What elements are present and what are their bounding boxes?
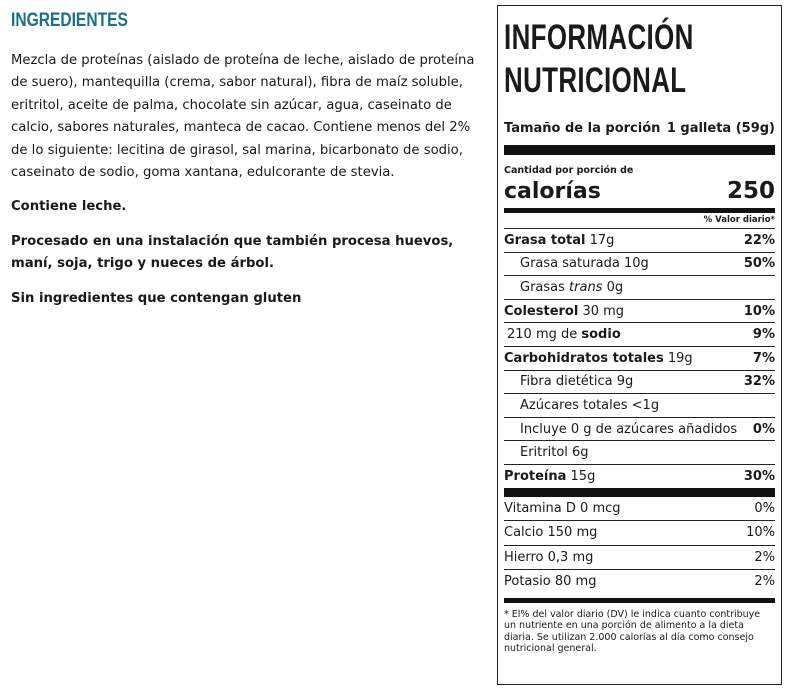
nutrient-row-carbohydrates xyxy=(504,346,775,370)
vitamin-dv: 0% xyxy=(754,500,775,516)
vitamin-row-potassium xyxy=(504,569,775,594)
vitamin-name: Vitamina D 0 mcg xyxy=(504,500,621,516)
calories-value: 250 xyxy=(726,178,775,204)
nutrient-dv: 10% xyxy=(743,303,775,319)
nutrient-name: Fibra dietética 9g xyxy=(520,374,634,390)
nutrient-row-total-sugars xyxy=(504,393,775,417)
vitamin-row-calcium xyxy=(504,520,775,545)
nutrient-name: Grasa saturada 10g xyxy=(520,256,649,272)
nutrient-dv: 9% xyxy=(752,327,775,343)
vitamin-dv: 10% xyxy=(746,525,775,541)
facility-statement: Procesado en una instalación que también procesa huevos, maní, soja, trigo y nueces de árbol. xyxy=(11,233,454,272)
nutrient-row-protein xyxy=(504,464,775,488)
serving-size-value: 1 galleta (59g) xyxy=(666,120,775,136)
daily-value-header: % Valor diario* xyxy=(703,215,775,225)
ingredients-list: Mezcla de proteínas (aislado de proteína de leche, aislado de proteína de suero), mantequilla (crema, sabor natural), fibra de maíz soluble, eritritol, aceite de palma, chocolate sin azúcar, agua, caseinato de calcio, sabores naturales, manteca de cacao. Contiene menos del 2% de lo siguiente: lecitina de girasol, sal marina, bicarbonato de sodio, caseinato de sodio, goma xantana, edulcorante de stevia. xyxy=(11,53,475,181)
nutrient-amount: 0g xyxy=(606,279,624,295)
serving-size-label: Tamaño de la porción xyxy=(504,120,661,136)
nutrient-name: sodio xyxy=(581,327,621,343)
nutrition-title-line1: INFORMACIÓN xyxy=(504,18,694,57)
nutrient-row-trans-fat xyxy=(504,275,775,299)
vitamin-name: Calcio 150 mg xyxy=(504,525,598,541)
gluten-statement: Sin ingredientes que contengan gluten xyxy=(11,290,302,306)
nutrient-row-fiber xyxy=(504,370,775,394)
calories-label: calorías xyxy=(504,178,601,204)
nutrient-dv: 7% xyxy=(752,350,775,366)
vitamin-dv: 2% xyxy=(754,574,775,590)
vitamin-name: Potasio 80 mg xyxy=(504,574,597,590)
ingredients-section xyxy=(11,0,481,310)
nutrient-row-cholesterol xyxy=(504,299,775,323)
nutrient-amount: 30 mg xyxy=(582,303,625,319)
nutrient-dv: 0% xyxy=(752,421,775,437)
nutrient-name: Incluye 0 g de azúcares añadidos xyxy=(520,421,738,437)
nutrient-name: Colesterol xyxy=(504,303,579,319)
nutrient-row-saturated-fat xyxy=(504,252,775,276)
allergen-statement: Contiene leche. xyxy=(11,199,127,215)
nutrient-row-sodium xyxy=(504,322,775,346)
vitamin-name: Hierro 0,3 mg xyxy=(504,549,594,565)
nutrient-name: Eritritol 6g xyxy=(520,445,589,461)
nutrient-dv: 50% xyxy=(743,256,775,272)
divider-thick xyxy=(504,145,775,155)
nutrient-row-total-fat xyxy=(504,228,775,252)
vitamin-dv: 2% xyxy=(754,549,775,565)
nutrient-name: Proteína xyxy=(504,468,567,484)
ingredients-heading: INGREDIENTES xyxy=(11,10,128,31)
nutrient-name: Carbohidratos totales xyxy=(504,350,664,366)
nutrient-name: Grasas xyxy=(520,279,570,295)
nutrient-dv: 30% xyxy=(743,468,775,484)
nutrient-amount: 15g xyxy=(570,468,596,484)
nutrient-row-added-sugars xyxy=(504,417,775,441)
amount-per-serving: Cantidad por porción de xyxy=(504,165,634,176)
nutrient-dv: 22% xyxy=(743,232,775,248)
divider-medium xyxy=(504,598,775,603)
nutrient-name-italic: trans xyxy=(569,279,603,295)
nutrient-amount: 210 mg de xyxy=(507,327,578,343)
nutrient-amount: 17g xyxy=(589,232,615,248)
nutrient-dv: 32% xyxy=(743,374,775,390)
vitamins-section xyxy=(504,497,775,594)
nutrition-title xyxy=(504,16,705,102)
nutrition-facts-panel xyxy=(497,5,782,685)
vitamin-row-iron xyxy=(504,545,775,570)
vitamin-row-vitamin-d xyxy=(504,497,775,521)
nutrition-title-line2: NUTRICIONAL xyxy=(504,61,687,100)
nutrient-name: Azúcares totales <1g xyxy=(520,397,660,413)
daily-value-footnote: * El% del valor diario (DV) le indica cuanto contribuye un nutriente en una porción de alimento a la dieta diaria. Se utilizan 2.000 calorías al día como consejo nutricional general. xyxy=(504,608,761,655)
nutrient-name: Grasa total xyxy=(504,232,586,248)
serving-size-row xyxy=(504,117,775,139)
divider-thick xyxy=(504,488,775,497)
calories-row xyxy=(504,176,775,206)
nutrient-row-erythritol xyxy=(504,440,775,464)
nutrient-amount: 19g xyxy=(667,350,693,366)
